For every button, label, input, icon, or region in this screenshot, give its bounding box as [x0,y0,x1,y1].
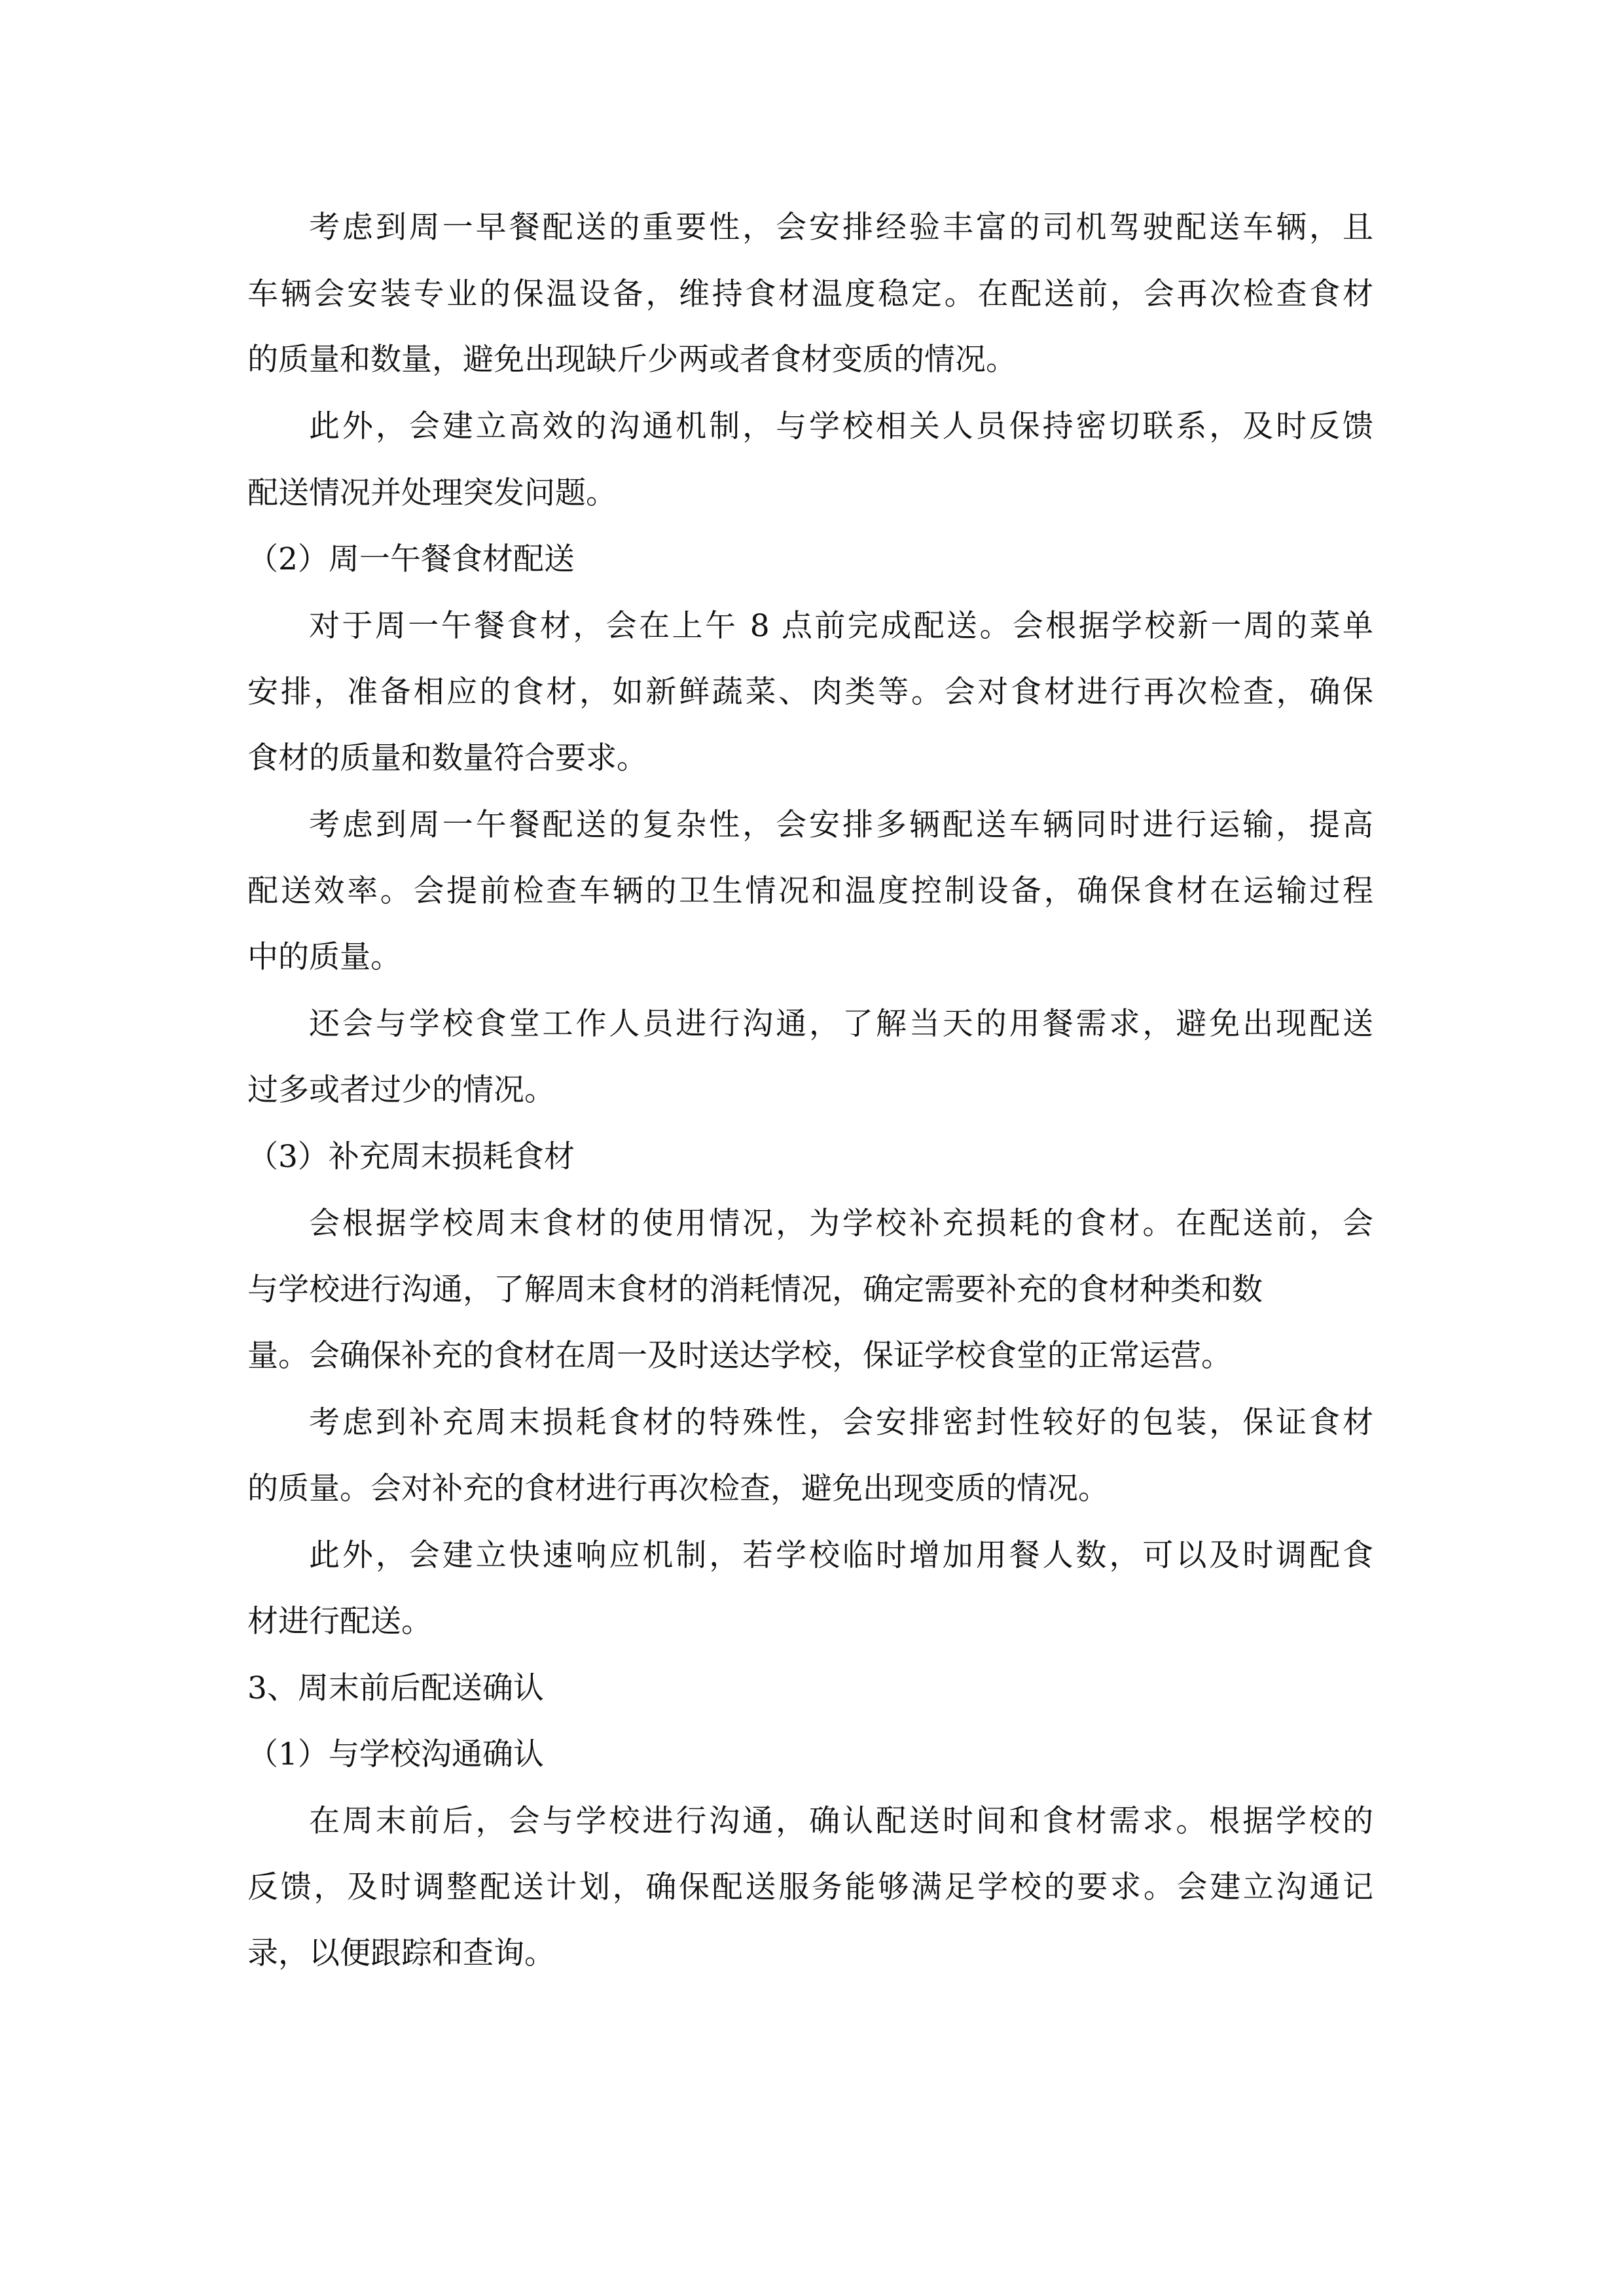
paragraph-line: 考虑到补充周末损耗食材的特殊性，会安排密封性较好的包装，保证食材 [309,1405,1373,1441]
paragraph-line: 的质量。会对补充的食材进行再次检查，避免出现变质的情况。 [247,1471,1109,1507]
paragraph-line: 录，以便跟踪和查询。 [247,1935,555,1971]
paragraph-line: 的质量和数量，避免出现缺斤少两或者食材变质的情况。 [247,342,1017,378]
section-heading: （2）周一午餐食材配送 [247,541,575,577]
paragraph-line: 在周末前后，会与学校进行沟通，确认配送时间和食材需求。根据学校的 [309,1803,1373,1839]
paragraph-line: 材进行配送。 [247,1604,432,1640]
paragraph-line: 配送效率。会提前检查车辆的卫生情况和温度控制设备，确保食材在运输过程 [247,873,1373,909]
paragraph-line: 反馈，及时调整配送计划，确保配送服务能够满足学校的要求。会建立沟通记 [247,1869,1373,1905]
section-heading: （3）补充周末损耗食材 [247,1139,575,1175]
paragraph-line: 车辆会安装专业的保温设备，维持食材温度稳定。在配送前，会再次检查食材 [247,276,1373,312]
paragraph-line: 会根据学校周末食材的使用情况，为学校补充损耗的食材。在配送前，会 [309,1206,1373,1242]
paragraph-line: 安排，准备相应的食材，如新鲜蔬菜、肉类等。会对食材进行再次检查，确保 [247,674,1373,710]
paragraph-line: 对于周一午餐食材，会在上午 8 点前完成配送。会根据学校新一周的菜单 [309,608,1373,644]
paragraph-line: 此外，会建立高效的沟通机制，与学校相关人员保持密切联系，及时反馈 [309,408,1373,444]
paragraph-line: 量。会确保补充的食材在周一及时送达学校，保证学校食堂的正常运营。 [247,1338,1232,1374]
paragraph-line: 此外，会建立快速响应机制，若学校临时增加用餐人数，可以及时调配食 [309,1537,1373,1573]
paragraph-line: 考虑到周一午餐配送的复杂性，会安排多辆配送车辆同时进行运输，提高 [309,807,1373,843]
paragraph-line: 考虑到周一早餐配送的重要性，会安排经验丰富的司机驾驶配送车辆，且 [309,209,1373,245]
paragraph-line: 还会与学校食堂工作人员进行沟通，了解当天的用餐需求，避免出现配送 [309,1006,1373,1042]
paragraph-line: 过多或者过少的情况。 [247,1072,555,1108]
subsection-heading: （1）与学校沟通确认 [247,1736,544,1772]
paragraph-line: 配送情况并处理突发问题。 [247,475,617,511]
paragraph-line: 与学校进行沟通，了解周末食材的消耗情况，确定需要补充的食材种类和数 [247,1272,1263,1308]
paragraph-line: 食材的质量和数量符合要求。 [247,740,647,776]
section-heading: 3、周末前后配送确认 [247,1670,544,1706]
paragraph-line: 中的质量。 [247,939,401,975]
